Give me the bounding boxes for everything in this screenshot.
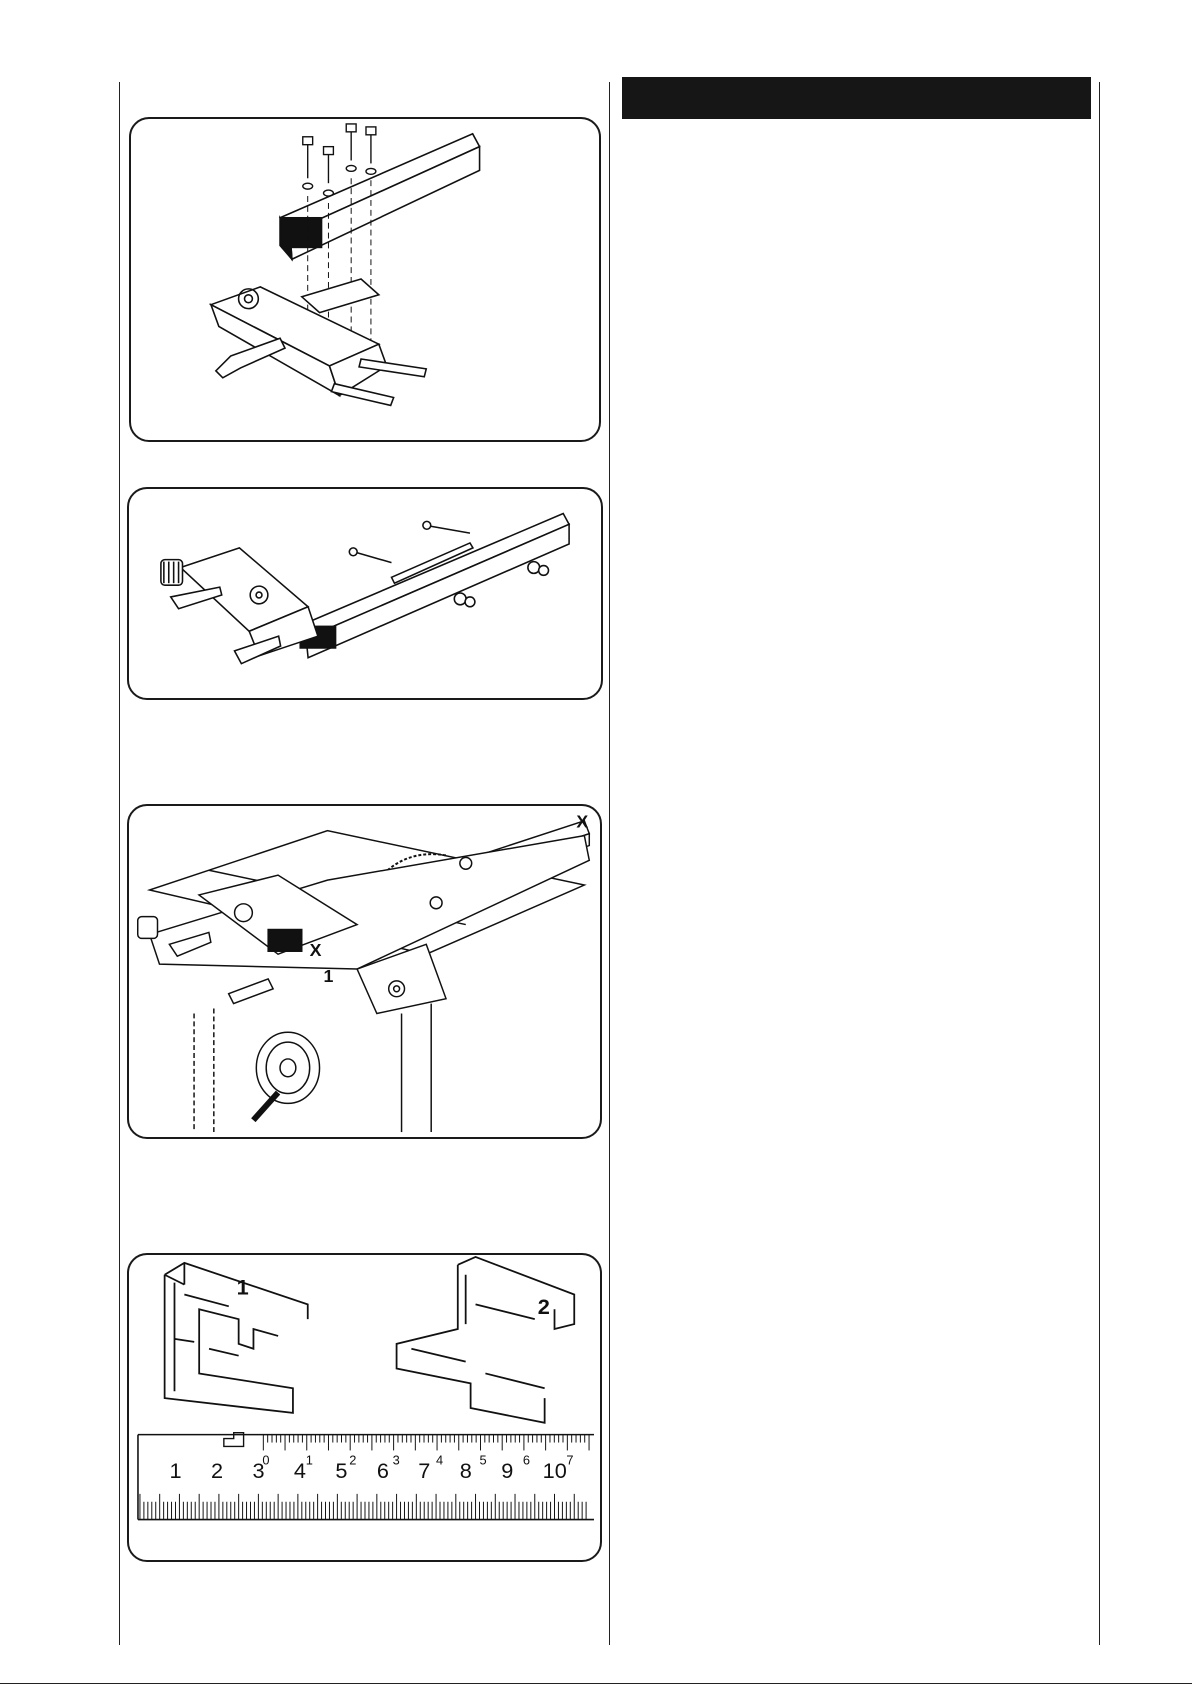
figure-3-label-x-mid: X [309,940,322,961]
section-header-bar [622,77,1091,119]
figure-4-drawing [129,1255,600,1560]
scale-number-lower: 2 [211,1458,224,1484]
scale-number-lower: 6 [376,1458,389,1484]
left-column-rule [119,82,120,1645]
scale-number-upper: 6 [522,1452,531,1468]
scale-number-lower: 5 [335,1458,348,1484]
scale-number-lower: 10 [542,1458,567,1484]
scale-number-upper: 0 [262,1452,270,1468]
figure-4-profile-label-1: 1 [236,1274,249,1300]
scale-number-lower: 8 [459,1458,472,1484]
scale-number-lower: 9 [501,1458,514,1484]
figure-3-label-x-top: X [576,811,589,832]
scale-number-lower: 4 [293,1458,307,1484]
scale-number-lower: 3 [252,1458,265,1484]
scale-number-upper: 7 [566,1452,574,1468]
scale-number-lower: 1 [169,1458,182,1484]
figure-3-label-1: 1 [323,965,334,986]
scale-number-lower: 7 [418,1458,431,1484]
figure-3-drawing [129,806,600,1137]
figure-1-drawing [131,119,599,440]
figure-1-exploded-fence-assembly [129,117,601,442]
figure-3-saw-table-mounting [127,804,602,1139]
scale-number-upper: 5 [479,1452,487,1468]
figure-2-fence-clamp-assembly [127,487,603,700]
figure-2-drawing [129,489,601,698]
figure-4-profiles-and-scale [127,1253,602,1562]
measuring-scale [138,1433,594,1520]
right-column-rule [1099,82,1100,1645]
scale-number-upper: 3 [392,1452,400,1468]
scale-number-upper: 1 [305,1452,313,1468]
bottom-rule [0,1683,1192,1684]
scale-number-upper: 2 [349,1452,357,1468]
scale-number-upper: 4 [436,1452,444,1468]
figure-4-profile-label-2: 2 [537,1294,550,1320]
middle-column-rule [609,82,610,1645]
